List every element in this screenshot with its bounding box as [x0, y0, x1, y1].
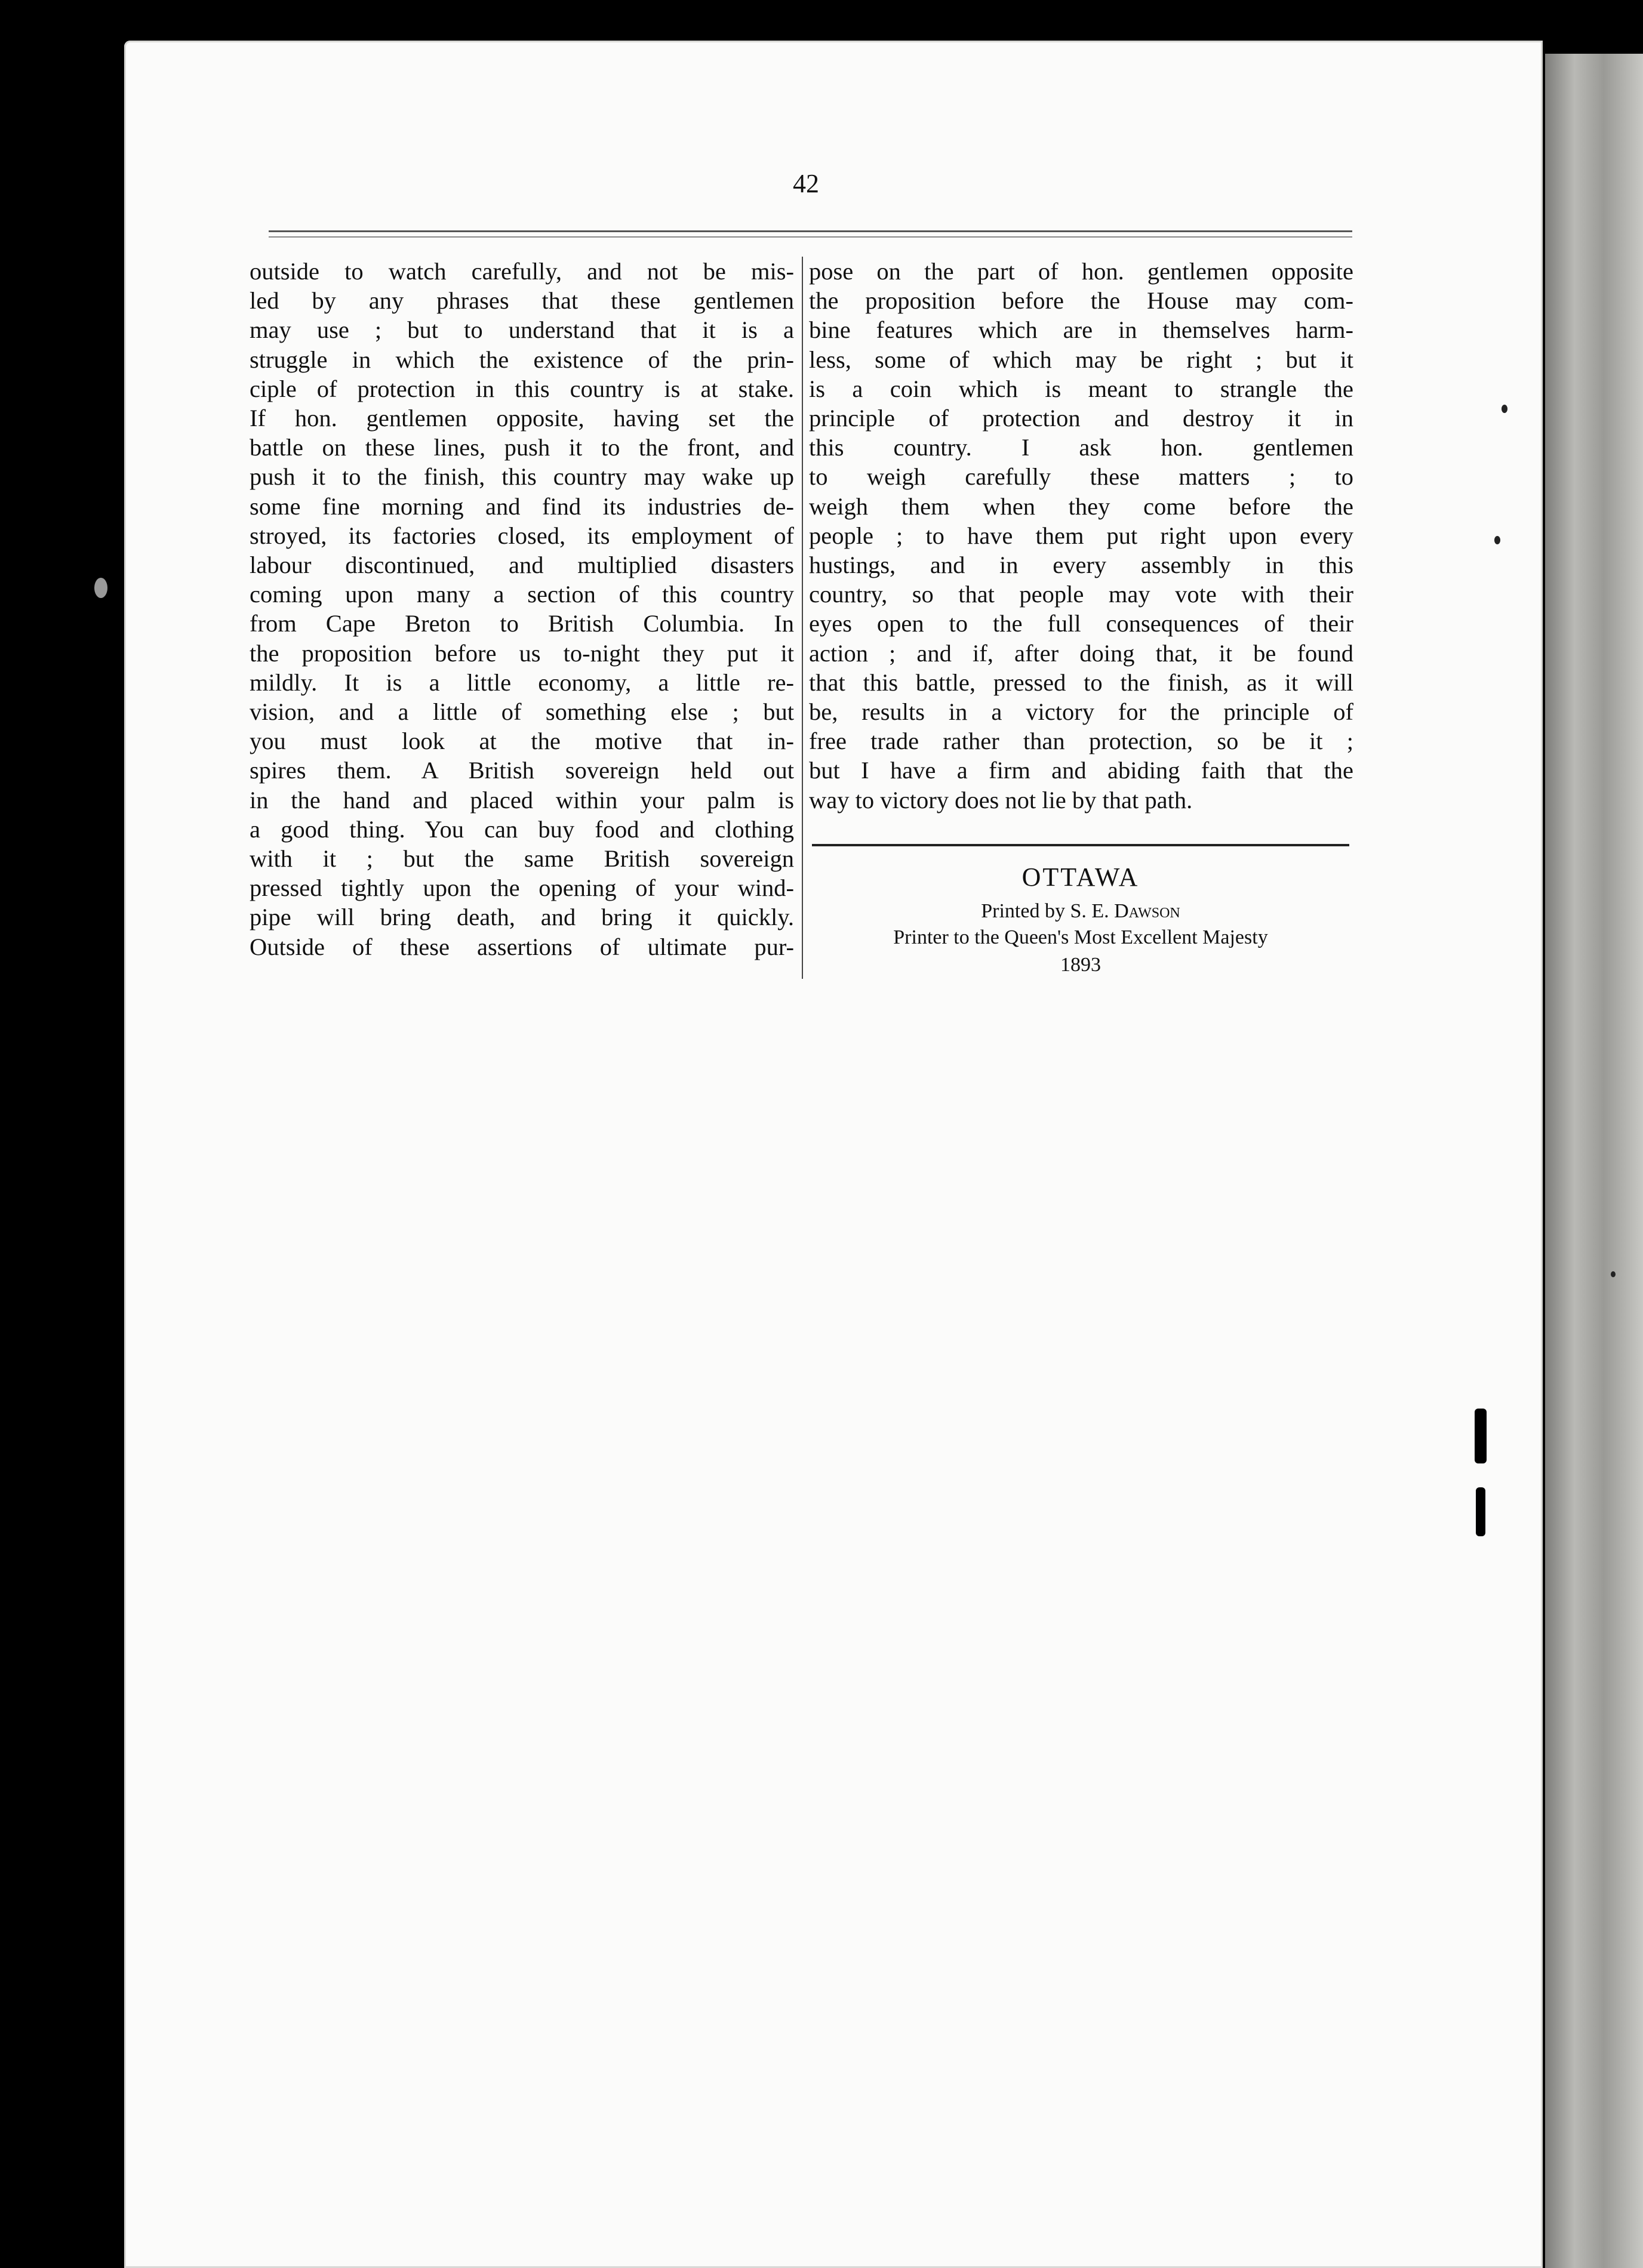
text-line: from Cape Breton to British Columbia. In: [250, 610, 794, 637]
scan-speck: [1611, 1271, 1616, 1277]
right-column: [809, 257, 1353, 815]
text-line: is a coin which is meant to strangle the: [809, 375, 1353, 402]
page-edge: [1545, 54, 1643, 2268]
text-line: some fine morning and find its industries de-: [250, 492, 794, 520]
text-line: principle of protection and destroy it in: [809, 405, 1353, 432]
text-line: Outside of these assertions of ultimate pur-: [250, 933, 794, 960]
text-line: led by any phrases that these gentlemen: [250, 287, 794, 315]
text-line: If hon. gentlemen opposite, having set the: [250, 405, 794, 432]
text-line: people ; to have them put right upon every: [809, 522, 1353, 549]
scan-mark: [1475, 1409, 1487, 1463]
text-line: to weigh carefully these matters ; to: [809, 463, 1353, 491]
column-divider: [802, 257, 803, 979]
scan-speck: [94, 578, 107, 598]
text-line: country, so that people may vote with their: [809, 581, 1353, 608]
text-line: the proposition before us to-night they put it: [250, 639, 794, 667]
text-line: vision, and a little of something else ; but: [250, 698, 794, 726]
imprint-printed-prefix: Printed by: [981, 900, 1070, 922]
text-line: outside to watch carefully, and not be mis-: [250, 258, 794, 285]
text-line: with it ; but the same British sovereign: [250, 845, 794, 873]
imprint-city: OTTAWA: [1022, 862, 1140, 892]
text-line: weigh them when they come before the: [809, 492, 1353, 520]
text-line: bine features which are in themselves harm-: [809, 316, 1353, 344]
header-rule-thin: [269, 236, 1352, 238]
text-line: mildly. It is a little economy, a little re-: [250, 668, 794, 696]
text-line: in the hand and placed within your palm is: [250, 786, 794, 813]
text-line: the proposition before the House may com-: [809, 287, 1353, 315]
imprint-printer-title: Printer to the Queen's Most Excellent Majesty: [893, 926, 1268, 948]
imprint-printer-name: S. E. Dawson: [1070, 900, 1180, 922]
scan-speck: [1502, 405, 1507, 413]
left-column: [250, 257, 794, 962]
text-line: ciple of protection in this country is at stake.: [250, 375, 794, 402]
text-line: way to victory does not lie by that path.: [809, 786, 1193, 813]
text-line: battle on these lines, push it to the front, and: [250, 434, 794, 461]
text-line: labour discontinued, and multiplied disasters: [250, 551, 794, 579]
text-line: that this battle, pressed to the finish, as it will: [809, 668, 1353, 696]
text-line: you must look at the motive that in-: [250, 728, 794, 755]
text-line: push it to the finish, this country may wake up: [250, 463, 794, 491]
text-line: hustings, and in every assembly in this: [809, 551, 1353, 579]
text-line: but I have a firm and abiding faith that the: [809, 757, 1353, 784]
imprint-year: 1893: [1060, 954, 1101, 976]
text-line: pose on the part of hon. gentlemen opposite: [809, 258, 1353, 285]
text-line: coming upon many a section of this country: [250, 581, 794, 608]
header-rule: [269, 230, 1352, 232]
text-line: action ; and if, after doing that, it be found: [809, 639, 1353, 667]
imprint-printed-by: [812, 900, 1349, 923]
page-number: 42: [793, 169, 819, 198]
text-line: may use ; but to understand that it is a: [250, 316, 794, 344]
scan-speck: [1494, 536, 1500, 544]
scan-mark: [1476, 1487, 1485, 1536]
text-line: struggle in which the existence of the prin-: [250, 346, 794, 373]
text-line: be, results in a victory for the principle of: [809, 698, 1353, 726]
text-line: less, some of which may be right ; but it: [809, 346, 1353, 373]
text-line: pipe will bring death, and bring it quickly.: [250, 904, 794, 931]
text-line: a good thing. You can buy food and clothing: [250, 815, 794, 843]
imprint-rule: [812, 844, 1349, 846]
text-line: this country. I ask hon. gentlemen: [809, 434, 1353, 461]
text-line: stroyed, its factories closed, its employment of: [250, 522, 794, 549]
text-line: free trade rather than protection, so be it ;: [809, 728, 1353, 755]
text-line: eyes open to the full consequences of their: [809, 610, 1353, 637]
text-line: pressed tightly upon the opening of your wind-: [250, 874, 794, 902]
text-line: spires them. A British sovereign held out: [250, 757, 794, 784]
